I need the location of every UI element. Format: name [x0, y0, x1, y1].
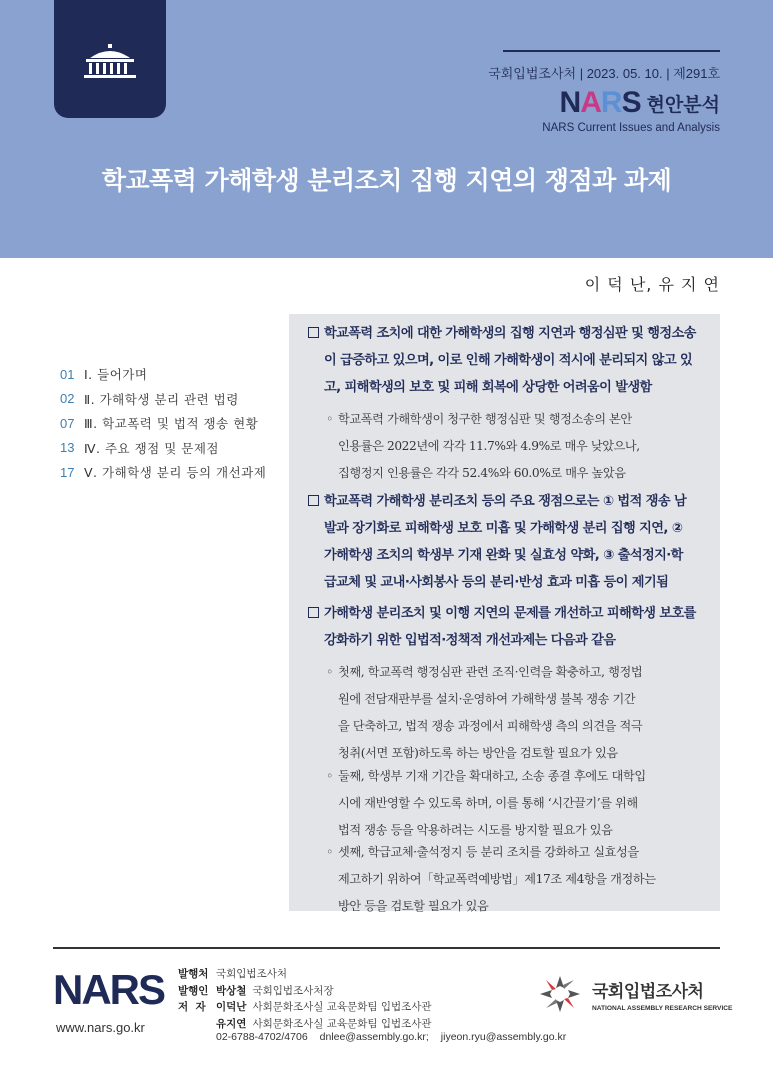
page-title: 학교폭력 가해학생 분리조치 집행 지연의 쟁점과 과제 [101, 166, 672, 195]
toc-item[interactable] [60, 387, 266, 412]
nars-footer-logo: NARS [53, 966, 165, 1013]
detail-line: 집행정지 인용률은 각각 52.4%와 60.0%로 매우 높았음 [338, 466, 626, 480]
detail-line: 을 단축하고, 법적 쟁송 과정에서 피해학생 측의 의견을 적극 [338, 719, 643, 733]
toc-item[interactable] [60, 362, 266, 387]
detail-line: 원에 전담재판부를 설치·운영하여 가해학생 불복 쟁송 기간 [338, 692, 636, 706]
detail-point [326, 659, 642, 767]
square-bullet-icon [308, 607, 319, 618]
email-link[interactable]: jiyeon.ryu@assembly.go.kr [440, 1031, 567, 1043]
publication-credits [178, 966, 432, 1032]
key-point-line: 이 급증하고 있으며, 이로 인해 가해학생이 적시에 분리되지 않고 있 [324, 353, 693, 368]
circle-bullet-icon: ◦ [326, 665, 333, 679]
circle-bullet-icon: ◦ [326, 845, 333, 859]
key-point-line: 발과 장기화로 피해학생 보호 미흡 및 가해학생 분리 집행 지연, ② [324, 521, 683, 536]
credit-row [178, 983, 432, 1000]
square-bullet-icon [308, 327, 319, 338]
detail-line: 제고하기 위하여「학교폭력예방법」제17조 제4항을 개정하는 [338, 872, 656, 886]
key-point [308, 488, 686, 596]
detail-line: 방안 등을 검토할 필요가 있음 [338, 899, 489, 913]
org-name: 국회입법조사처 [592, 981, 704, 1002]
table-of-contents [60, 362, 266, 485]
credit-value: 사회문화조사실 교육문화팀 입법조사관 [252, 1001, 432, 1013]
nars-emblem-icon [538, 974, 582, 1014]
toc-label: Ⅱ. 가해학생 분리 관련 법령 [84, 391, 239, 407]
summary-box [289, 314, 720, 911]
website-link[interactable]: www.nars.go.kr [56, 1020, 145, 1035]
key-point [308, 320, 696, 401]
circle-bullet-icon: ◦ [326, 769, 333, 783]
credit-label: 발행처 [178, 968, 209, 980]
toc-page-number: 01 [60, 366, 75, 382]
email-link[interactable]: dnlee@assembly.go.kr; [319, 1031, 429, 1043]
credit-label: 발행인 [178, 984, 209, 997]
header-banner [0, 0, 773, 258]
key-point-line: 강화하기 위한 입법적·정책적 개선과제는 다음과 같음 [324, 633, 616, 648]
authors: 이 덕 난, 유 지 연 [584, 275, 720, 294]
detail-line: 청취(서면 포함)하도록 하는 방안을 검토할 필요가 있음 [338, 746, 618, 760]
series-subtitle: NARS Current Issues and Analysis [542, 122, 720, 134]
publication-info: 국회입법조사처 | 2023. 05. 10. | 제291호 [488, 66, 720, 81]
toc-page-number: 07 [60, 415, 75, 431]
credit-row [178, 999, 432, 1016]
credit-name: 박상철 [216, 984, 247, 997]
phone-number: 02-6788-4702/4706 [216, 1031, 308, 1043]
detail-line: 셋째, 학급교체·출석정지 등 분리 조치를 강화하고 실효성을 [338, 845, 639, 859]
toc-label: Ⅲ. 학교폭력 및 법적 쟁송 현황 [84, 416, 259, 432]
detail-line: 첫째, 학교폭력 행정심판 관련 조직·인력을 확충하고, 행정법 [338, 665, 643, 679]
key-point-line: 급교체 및 교내·사회봉사 등의 분리·반성 효과 미흡 등이 제기됨 [324, 575, 669, 590]
nars-brand [560, 86, 720, 120]
credit-row [178, 966, 432, 983]
key-point [308, 600, 696, 654]
square-bullet-icon [308, 495, 319, 506]
credit-value: 사회문화조사실 교육문화팀 입법조사관 [252, 1017, 432, 1030]
detail-line: 시에 재반영할 수 있도록 하며, 이를 통해 ‘시간끌기’를 위해 [338, 796, 638, 810]
credit-row [178, 1016, 432, 1033]
credit-value: 국회입법조사처장 [252, 984, 334, 997]
toc-page-number: 02 [60, 391, 75, 407]
credit-name: 이덕난 [216, 1001, 247, 1013]
key-point-line: 학교폭력 조치에 대한 가해학생의 집행 지연과 행정심판 및 행정소송 [324, 326, 696, 341]
key-point-line: 고, 피해학생의 보호 및 피해 회복에 상당한 어려움이 발생함 [324, 380, 652, 395]
footer-divider [53, 947, 720, 949]
assembly-building-icon [80, 42, 140, 82]
contact-info [216, 1031, 578, 1043]
toc-page-number: 17 [60, 464, 75, 480]
toc-label: Ⅳ. 주요 쟁점 및 문제점 [84, 440, 220, 456]
series-name: 현안분석 [646, 93, 720, 116]
toc-item[interactable] [60, 411, 266, 436]
detail-line: 인용률은 2022년에 각각 11.7%와 4.9%로 매우 낮았으나, [338, 439, 640, 453]
nars-wordmark: NARS [559, 86, 641, 119]
assembly-research-logo [538, 974, 732, 1014]
key-point-line: 가해학생 분리조치 및 이행 지연의 문제를 개선하고 피해학생 보호를 [324, 606, 696, 621]
toc-label: Ⅰ. 들어가며 [84, 367, 148, 383]
detail-point [326, 763, 646, 844]
circle-bullet-icon: ◦ [326, 412, 333, 426]
toc-item[interactable] [60, 436, 266, 461]
assembly-building-logo [54, 0, 166, 118]
credit-label: 저 자 [178, 1001, 206, 1013]
credit-name: 유지연 [216, 1017, 247, 1030]
detail-point [326, 839, 656, 920]
toc-label: Ⅴ. 가해학생 분리 등의 개선과제 [84, 465, 267, 481]
credit-value: 국회입법조사처 [216, 968, 288, 980]
detail-line: 둘째, 학생부 기재 기간을 확대하고, 소송 종결 후에도 대학입 [338, 769, 646, 783]
detail-line: 법적 쟁송 등을 악용하려는 시도를 방지할 필요가 있음 [338, 823, 613, 837]
detail-point [326, 406, 640, 487]
detail-line: 학교폭력 가해학생이 청구한 행정심판 및 행정소송의 본안 [338, 412, 632, 426]
toc-item[interactable] [60, 460, 266, 485]
toc-page-number: 13 [60, 440, 75, 456]
key-point-line: 학교폭력 가해학생 분리조치 등의 주요 쟁점으로는 ① 법적 쟁송 남 [324, 494, 687, 509]
header-divider [503, 50, 720, 52]
key-point-line: 가해학생 조치의 학생부 기재 완화 및 실효성 약화, ③ 출석정지·학 [324, 548, 683, 563]
org-name-english: NATIONAL ASSEMBLY RESEARCH SERVICE [592, 1004, 733, 1012]
